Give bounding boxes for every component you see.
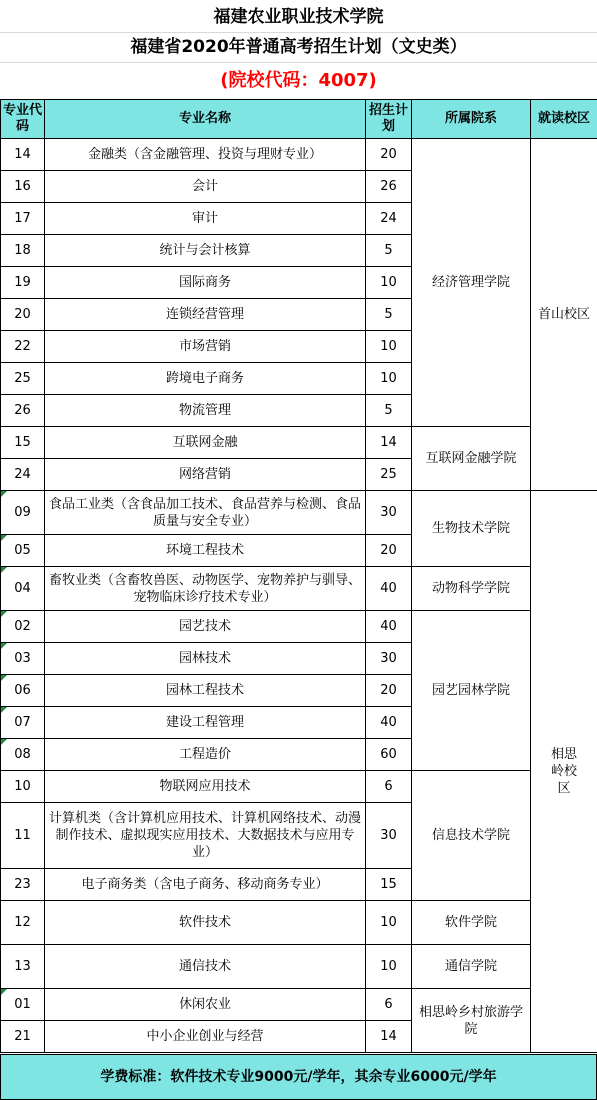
plan-title: 福建省2020年普通高考招生计划（文史类） bbox=[130, 37, 467, 57]
major-name-cell: 网络营销 bbox=[45, 459, 366, 491]
enrollment-plan-cell: 14 bbox=[366, 1021, 412, 1053]
major-code: 07 bbox=[14, 715, 31, 730]
cell-indicator-icon bbox=[1, 643, 7, 649]
major-name-cell: 园林技术 bbox=[45, 643, 366, 675]
major-code-cell bbox=[1, 235, 45, 267]
enrollment-plan-cell: 20 bbox=[366, 139, 412, 171]
major-code-cell bbox=[1, 869, 45, 901]
department-cell: 通信学院 bbox=[412, 945, 531, 989]
major-code: 05 bbox=[14, 543, 31, 558]
enrollment-plan-cell: 24 bbox=[366, 203, 412, 235]
major-name-cell: 园艺技术 bbox=[45, 611, 366, 643]
major-code-cell bbox=[1, 707, 45, 739]
major-code: 24 bbox=[14, 467, 31, 482]
major-code-cell bbox=[1, 491, 45, 535]
column-header-plan: 招生计划 bbox=[366, 100, 412, 139]
major-name-cell: 统计与会计核算 bbox=[45, 235, 366, 267]
major-code-cell bbox=[1, 675, 45, 707]
major-code: 22 bbox=[14, 339, 31, 354]
cell-indicator-icon bbox=[1, 989, 7, 995]
tuition-note: 学费标准：软件技术专业9000元/学年，其余专业6000元/学年 bbox=[0, 1054, 597, 1100]
major-code: 02 bbox=[14, 619, 31, 634]
table-body bbox=[1, 139, 597, 1053]
major-name-cell: 连锁经营管理 bbox=[45, 299, 366, 331]
major-code: 10 bbox=[14, 779, 31, 794]
cell-indicator-icon bbox=[1, 567, 7, 573]
enrollment-plan-table bbox=[0, 99, 597, 1053]
major-code-cell bbox=[1, 803, 45, 869]
enrollment-plan-cell: 60 bbox=[366, 739, 412, 771]
enrollment-plan-cell: 6 bbox=[366, 771, 412, 803]
enrollment-plan-cell: 10 bbox=[366, 267, 412, 299]
enrollment-plan-cell: 30 bbox=[366, 491, 412, 535]
table-row bbox=[1, 427, 597, 459]
cell-indicator-icon bbox=[1, 675, 7, 681]
table-row bbox=[1, 139, 597, 171]
major-code-cell bbox=[1, 739, 45, 771]
column-header-campus: 就读校区 bbox=[531, 100, 597, 139]
department-cell: 经济管理学院 bbox=[412, 139, 531, 427]
major-name-cell: 互联网金融 bbox=[45, 427, 366, 459]
cell-indicator-icon bbox=[1, 491, 7, 497]
enrollment-plan-cell: 5 bbox=[366, 395, 412, 427]
enrollment-plan-cell: 30 bbox=[366, 803, 412, 869]
campus-cell: 首山校区 bbox=[531, 139, 597, 491]
major-code-cell bbox=[1, 945, 45, 989]
department-cell: 相思岭乡村旅游学院 bbox=[412, 989, 531, 1053]
major-name-cell: 休闲农业 bbox=[45, 989, 366, 1021]
school-code: (院校代码：4007) bbox=[220, 70, 377, 91]
enrollment-plan-cell: 10 bbox=[366, 901, 412, 945]
major-code: 20 bbox=[14, 307, 31, 322]
table-row bbox=[1, 771, 597, 803]
enrollment-plan-cell: 25 bbox=[366, 459, 412, 491]
enrollment-plan-cell: 10 bbox=[366, 363, 412, 395]
cell-indicator-icon bbox=[1, 739, 7, 745]
major-name-cell: 园林工程技术 bbox=[45, 675, 366, 707]
major-name-cell: 物流管理 bbox=[45, 395, 366, 427]
enrollment-plan-cell: 5 bbox=[366, 235, 412, 267]
table-row bbox=[1, 945, 597, 989]
major-code: 15 bbox=[14, 435, 31, 450]
major-name-cell: 计算机类（含计算机应用技术、计算机网络技术、动漫制作技术、虚拟现实应用技术、大数据技术与应用专业） bbox=[45, 803, 366, 869]
major-name-cell: 审计 bbox=[45, 203, 366, 235]
campus-cell: 相思岭校区 bbox=[531, 491, 597, 1053]
enrollment-plan-cell: 20 bbox=[366, 675, 412, 707]
table-header-row bbox=[1, 100, 597, 139]
department-cell: 软件学院 bbox=[412, 901, 531, 945]
major-name-cell: 中小企业创业与经营 bbox=[45, 1021, 366, 1053]
enrollment-plan-cell: 30 bbox=[366, 643, 412, 675]
major-code: 04 bbox=[14, 581, 31, 596]
major-code: 17 bbox=[14, 211, 31, 226]
major-code-cell bbox=[1, 611, 45, 643]
table-row bbox=[1, 901, 597, 945]
enrollment-plan-cell: 14 bbox=[366, 427, 412, 459]
major-name-cell: 会计 bbox=[45, 171, 366, 203]
major-name-cell: 建设工程管理 bbox=[45, 707, 366, 739]
major-code-cell bbox=[1, 331, 45, 363]
major-code: 23 bbox=[14, 877, 31, 892]
enrollment-plan-cell: 40 bbox=[366, 707, 412, 739]
major-name-cell: 软件技术 bbox=[45, 901, 366, 945]
enrollment-plan-cell: 40 bbox=[366, 567, 412, 611]
major-name-cell: 市场营销 bbox=[45, 331, 366, 363]
cell-indicator-icon bbox=[1, 707, 7, 713]
enrollment-plan-cell: 5 bbox=[366, 299, 412, 331]
department-cell: 互联网金融学院 bbox=[412, 427, 531, 491]
major-code: 09 bbox=[14, 505, 31, 520]
major-code-cell bbox=[1, 267, 45, 299]
table-row bbox=[1, 989, 597, 1021]
column-header-dept: 所属院系 bbox=[412, 100, 531, 139]
major-code-cell bbox=[1, 427, 45, 459]
major-name-cell: 环境工程技术 bbox=[45, 535, 366, 567]
enrollment-plan-cell: 10 bbox=[366, 331, 412, 363]
major-code: 08 bbox=[14, 747, 31, 762]
major-code-cell bbox=[1, 989, 45, 1021]
table-row bbox=[1, 567, 597, 611]
major-code: 25 bbox=[14, 371, 31, 386]
department-cell: 动物科学学院 bbox=[412, 567, 531, 611]
enrollment-plan-cell: 20 bbox=[366, 535, 412, 567]
major-code-cell bbox=[1, 901, 45, 945]
major-code: 06 bbox=[14, 683, 31, 698]
major-code-cell bbox=[1, 1021, 45, 1053]
major-code-cell bbox=[1, 299, 45, 331]
major-name-cell: 电子商务类（含电子商务、移动商务专业） bbox=[45, 869, 366, 901]
major-name-cell: 畜牧业类（含畜牧兽医、动物医学、宠物养护与驯导、宠物临床诊疗技术专业） bbox=[45, 567, 366, 611]
major-code: 14 bbox=[14, 147, 31, 162]
cell-indicator-icon bbox=[1, 535, 7, 541]
major-code-cell bbox=[1, 535, 45, 567]
major-code: 26 bbox=[14, 403, 31, 418]
major-code-cell bbox=[1, 771, 45, 803]
major-name-cell: 跨境电子商务 bbox=[45, 363, 366, 395]
department-cell: 园艺园林学院 bbox=[412, 611, 531, 771]
major-code: 16 bbox=[14, 179, 31, 194]
major-name-cell: 国际商务 bbox=[45, 267, 366, 299]
enrollment-plan-cell: 15 bbox=[366, 869, 412, 901]
table-row bbox=[1, 611, 597, 643]
major-code-cell bbox=[1, 643, 45, 675]
cell-indicator-icon bbox=[1, 611, 7, 617]
major-code-cell bbox=[1, 171, 45, 203]
column-header-name: 专业名称 bbox=[45, 100, 366, 139]
enrollment-plan-cell: 6 bbox=[366, 989, 412, 1021]
major-code-cell bbox=[1, 139, 45, 171]
major-code-cell bbox=[1, 567, 45, 611]
major-name-cell: 金融类（含金融管理、投资与理财专业） bbox=[45, 139, 366, 171]
major-code: 18 bbox=[14, 243, 31, 258]
major-code: 19 bbox=[14, 275, 31, 290]
table-row bbox=[1, 491, 597, 535]
major-code: 12 bbox=[14, 915, 31, 930]
school-title: 福建农业职业技术学院 bbox=[213, 7, 384, 27]
major-name-cell: 食品工业类（含食品加工技术、食品营养与检测、食品质量与安全专业） bbox=[45, 491, 366, 535]
major-code: 01 bbox=[14, 997, 31, 1012]
major-name-cell: 物联网应用技术 bbox=[45, 771, 366, 803]
column-header-code: 专业代码 bbox=[1, 100, 45, 139]
major-code-cell bbox=[1, 459, 45, 491]
enrollment-plan-cell: 40 bbox=[366, 611, 412, 643]
major-code: 11 bbox=[14, 828, 31, 843]
major-name-cell: 通信技术 bbox=[45, 945, 366, 989]
major-code: 13 bbox=[14, 959, 31, 974]
major-code-cell bbox=[1, 395, 45, 427]
department-cell: 信息技术学院 bbox=[412, 771, 531, 901]
major-name-cell: 工程造价 bbox=[45, 739, 366, 771]
major-code-cell bbox=[1, 363, 45, 395]
major-code-cell bbox=[1, 203, 45, 235]
enrollment-plan-cell: 26 bbox=[366, 171, 412, 203]
department-cell: 生物技术学院 bbox=[412, 491, 531, 567]
major-code: 21 bbox=[14, 1029, 31, 1044]
enrollment-plan-cell: 10 bbox=[366, 945, 412, 989]
major-code: 03 bbox=[14, 651, 31, 666]
